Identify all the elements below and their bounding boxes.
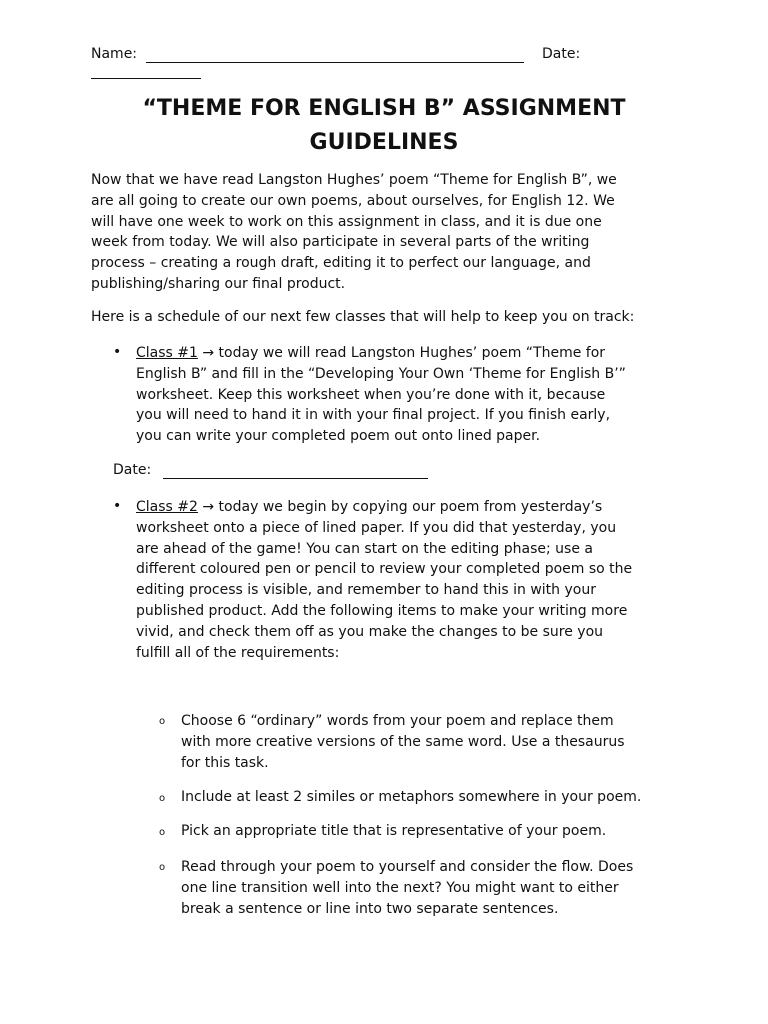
subitem-line: one line transition well into the next? You might want to either [181,879,619,896]
class2-line: editing process is visible, and remember to hand this in with your [136,582,596,599]
circle-bullet-icon: o [159,716,166,727]
intro-line: process – creating a rough draft, editing it to perfect our language, and [91,255,591,272]
schedule-lead: Here is a schedule of our next few classes that will help to keep you on track: [91,309,635,325]
intro-line: publishing/sharing our final product. [91,275,346,292]
subitem-similes [181,787,641,808]
subitem-line: with more creative versions of the same word. Use a thesaurus [181,733,625,750]
class1-first-line: today we will read Langston Hughes’ poem “Theme for [214,345,606,361]
date-blank-line [91,78,201,79]
class2-line: are ahead of the game! You can start on the editing phase; use a [136,540,593,557]
bullet-icon: • [113,344,122,360]
class1-line: you will need to hand it in with your final project. If you finish early, [136,407,611,424]
class1-line: English B” and fill in the “Developing Your Own ‘Theme for English B’” [136,365,626,382]
class2-line: fulfill all of the requirements: [136,644,340,661]
class2-line: published product. Add the following items to make your writing more [136,602,628,619]
name-label: Name: [91,46,138,62]
class1-label: Class #1 [136,345,198,361]
name-blank-line [146,62,524,63]
arrow-right-icon: → [202,345,215,361]
class1-line: worksheet. Keep this worksheet when you’re done with it, because [136,386,606,403]
intro-paragraph [91,170,617,295]
subitem-line: Read through your poem to yourself and consider the flow. Does [181,859,634,875]
subitem-title [181,821,606,842]
subitem-line: Pick an appropriate title that is representative of your poem. [181,823,607,839]
intro-line: will have one week to work on this assignment in class, and it is due one [91,213,602,230]
class2-line: vivid, and check them off as you make the changes to be sure you [136,623,604,640]
bullet-icon: • [113,498,122,514]
class2-line: different coloured pen or pencil to review your completed poem so the [136,561,633,578]
circle-bullet-icon: o [159,862,166,873]
class2-line: worksheet onto a piece of lined paper. If you did that yesterday, you [136,519,617,536]
circle-bullet-icon: o [159,827,166,838]
intro-line: Now that we have read Langston Hughes’ poem “Theme for English B”, we [91,172,617,188]
subitem-words [181,711,625,773]
class1-item [136,343,626,447]
subitem-line: break a sentence or line into two separate sentences. [181,900,559,917]
subitem-flow [181,857,633,919]
subitem-line: Choose 6 “ordinary” words from your poem and replace them [181,713,614,729]
intro-line: week from today. We will also participate in several parts of the writing [91,234,590,251]
class2-first-line: today we begin by copying our poem from yesterday’s [214,499,603,515]
intro-line: are all going to create our own poems, about ourselves, for English 12. We [91,192,615,209]
class2-label: Class #2 [136,499,198,515]
arrow-right-icon: → [202,499,215,515]
subitem-line: Include at least 2 similes or metaphors somewhere in your poem. [181,789,642,805]
circle-bullet-icon: o [159,793,166,804]
class1-line: you can write your completed poem out onto lined paper. [136,428,541,445]
class1-date-blank-line [163,478,428,479]
subitem-line: for this task. [181,754,269,771]
date-label: Date: [542,46,581,62]
title-line-1: “THEME FOR ENGLISH B” ASSIGNMENT [142,96,626,121]
class2-item [136,497,632,663]
class1-date-label: Date: [113,462,152,478]
title-line-2: GUIDELINES [309,130,459,155]
